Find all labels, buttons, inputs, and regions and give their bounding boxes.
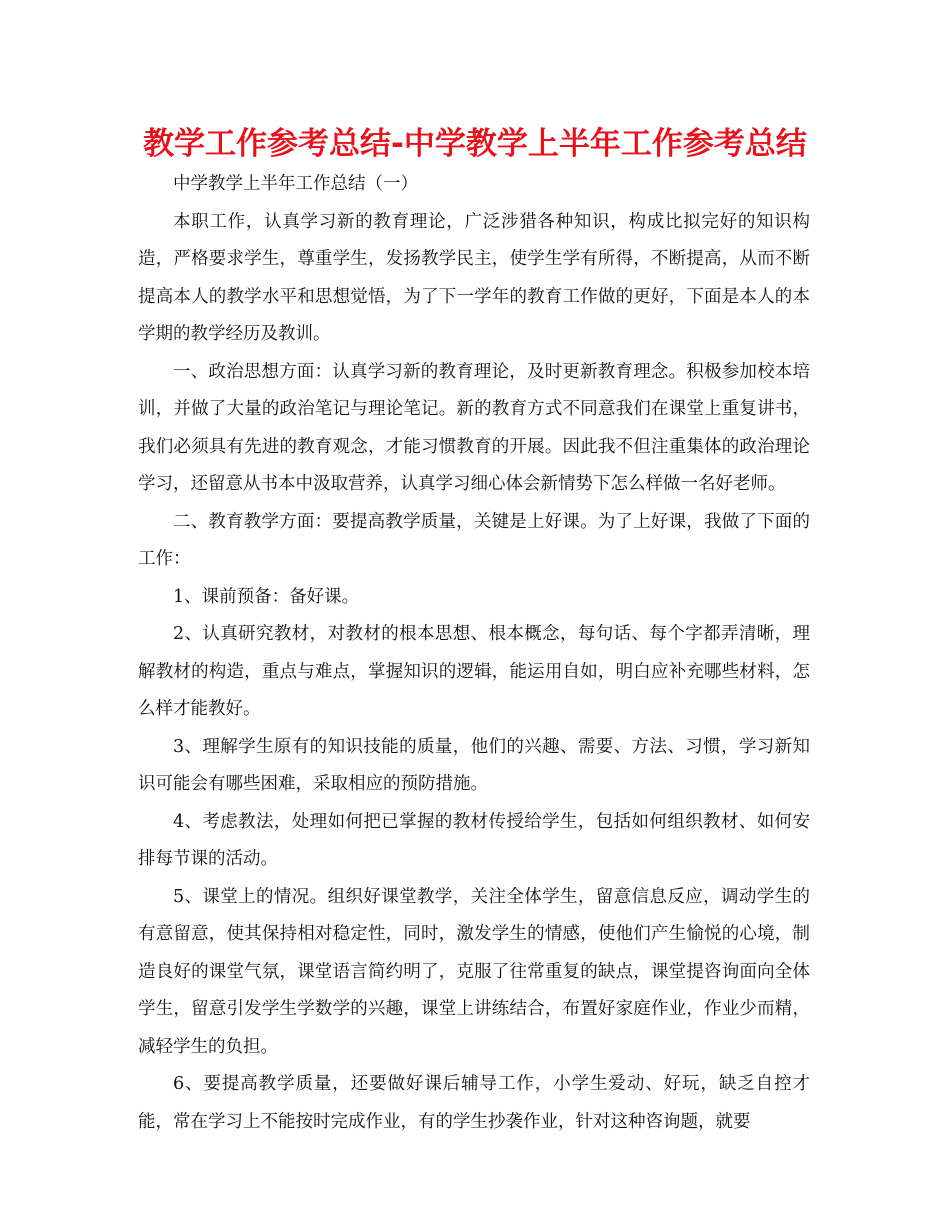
paragraph-item-2: 2、认真研究教材，对教材的根本思想、根本概念，每句话、每个字都弄清晰，理解教材的构造，重点与难点，掌握知识的逻辑，能运用自如，明白应补充哪些材料，怎么样才能教好。: [138, 624, 810, 719]
document-body: [138, 166, 810, 1141]
paragraph-item-4: 4、考虑教法，处理如何把已掌握的教材传授给学生，包括如何组织教材、如何安排每节课的活动。: [138, 811, 810, 869]
paragraph-political: 一、政治思想方面：认真学习新的教育理论，及时更新教育理念。积极参加校本培训，并做了大量的政治笔记与理论笔记。新的教育方式不同意我们在课堂上重复讲书，我们必须具有先进的教育观念，才能习惯教育的开展。因此我不但注重集体的政治理论学习，还留意从书本中汲取营养，认真学习细心体会新情势下怎么样做一名好老师。: [138, 361, 810, 494]
document-title: 教学工作参考总结-中学教学上半年工作参考总结: [143, 126, 807, 162]
paragraph-item-1: 1、课前预备：备好课。: [173, 586, 360, 607]
paragraph-item-5: 5、课堂上的情况。组织好课堂教学，关注全体学生，留意信息反应，调动学生的有意留意，使其保持相对稳定性，同时，激发学生的情感，使他们产生愉悦的心境，制造良好的课堂气氛，课堂语言简约明了，克服了往常重复的缺点，课堂提咨询面向全体学生，留意引发学生学数学的兴趣，课堂上讲练结合，布置好家庭作业，作业少而精，减轻学生的负担。: [138, 886, 810, 1057]
paragraph-intro: 本职工作，认真学习新的教育理论，广泛涉猎各种知识，构成比拟完好的知识构造，严格要求学生，尊重学生，发扬教学民主，使学生学有所得，不断提高，从而不断提高本人的教学水平和思想觉悟，为了下一学年的教育工作做的更好，下面是本人的本学期的教学经历及教训。: [138, 211, 810, 344]
document-subtitle: 中学教学上半年工作总结（一）: [173, 174, 418, 194]
paragraph-teaching: 二、教育教学方面：要提高教学质量，关键是上好课。为了上好课，我做了下面的工作：: [138, 511, 810, 569]
paragraph-item-6: 6、要提高教学质量，还要做好课后辅导工作，小学生爱动、好玩，缺乏自控才能，常在学习上不能按时完成作业，有的学生抄袭作业，针对这种咨询题，就要: [138, 1074, 810, 1132]
paragraph-item-3: 3、理解学生原有的知识技能的质量，他们的兴趣、需要、方法、习惯，学习新知识可能会有哪些困难，采取相应的预防措施。: [138, 736, 810, 794]
